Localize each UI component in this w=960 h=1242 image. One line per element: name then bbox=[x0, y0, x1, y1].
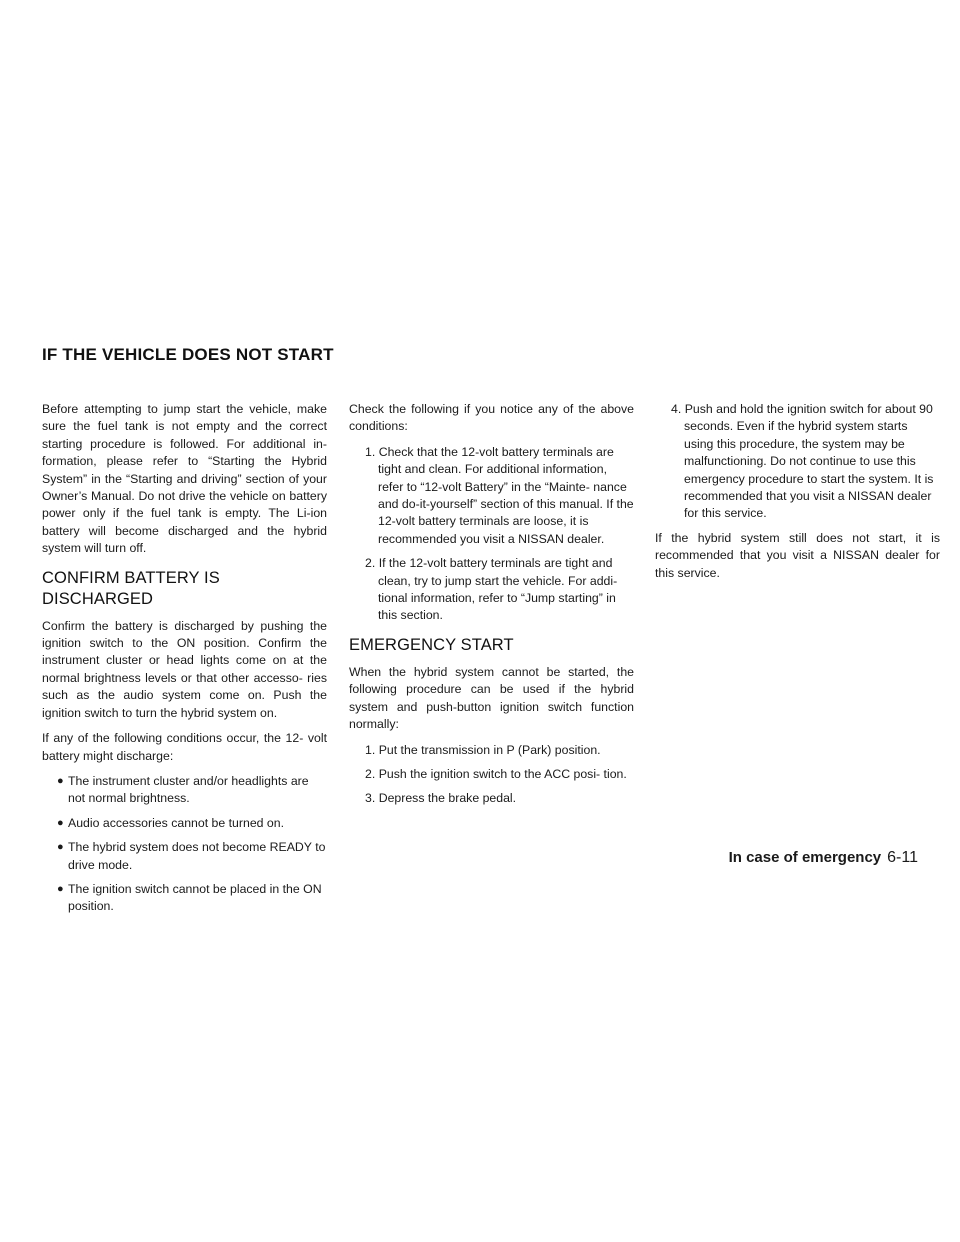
conditions-intro: If any of the following conditions occur, the 12- volt battery might discharge: bbox=[42, 731, 327, 763]
check-list bbox=[349, 444, 634, 625]
item-number: 1. bbox=[365, 444, 376, 459]
emergency-steps-continued bbox=[655, 401, 940, 523]
page-number: 6-11 bbox=[887, 849, 918, 866]
list-item-text: The instrument cluster and/or headlights are not normal brightness. bbox=[68, 773, 309, 806]
bullet-icon: ● bbox=[57, 816, 64, 829]
list-item bbox=[349, 444, 634, 548]
item-number: 3. bbox=[365, 791, 376, 806]
list-item-text: Put the transmission in P (Park) position. bbox=[378, 742, 601, 757]
list-item bbox=[349, 555, 634, 625]
emergency-start-heading: EMERGENCY START bbox=[349, 635, 514, 654]
list-item-text: Push and hold the ignition switch for about 90 seconds. Even if the hybrid system starts using this procedure, the system may be malfunctioning. Do not continue to use this emergency procedure to start the system. It is recommended that you visit a NISSAN dealer for this service. bbox=[684, 402, 934, 521]
intro-paragraph: Before attempting to jump start the vehicle, make sure the fuel tank is not empty and the correct starting procedure is followed. For additional in- formation, please refer to “Starting the Hybrid System” in the “Starting and driving” section of your Owner’s Manual. Do not drive the vehicle on battery power only if the fuel tank is empty. The Li-ion battery will become discharged and the hybrid system will turn off. bbox=[42, 402, 327, 556]
item-number: 2. bbox=[365, 556, 376, 571]
page-title: IF THE VEHICLE DOES NOT START bbox=[42, 345, 334, 364]
list-item bbox=[349, 790, 634, 807]
column-2 bbox=[349, 401, 634, 815]
conditions-list bbox=[42, 773, 327, 916]
confirm-heading-line1: CONFIRM BATTERY IS bbox=[42, 568, 220, 587]
list-item bbox=[42, 773, 327, 808]
emergency-intro: When the hybrid system cannot be started, the following procedure can be used if the hybrid system and push-button ignition switch function normally: bbox=[349, 664, 634, 732]
closing-paragraph: If the hybrid system still does not start, it is recommended that you visit a NISSAN dealer for this service. bbox=[655, 530, 940, 580]
footer-section-title: In case of emergency bbox=[728, 849, 882, 866]
list-item bbox=[655, 401, 940, 523]
list-item-text: Depress the brake pedal. bbox=[378, 791, 517, 806]
list-item bbox=[349, 766, 634, 783]
column-3 bbox=[655, 401, 940, 590]
list-item-text: Audio accessories cannot be turned on. bbox=[68, 815, 285, 830]
confirm-battery-heading bbox=[42, 568, 327, 610]
bullet-icon: ● bbox=[57, 882, 64, 895]
check-intro: Check the following if you notice any of the above conditions: bbox=[349, 402, 634, 434]
item-number: 2. bbox=[365, 766, 376, 781]
column-1 bbox=[42, 401, 327, 923]
item-number: 1. bbox=[365, 742, 376, 757]
list-item bbox=[349, 742, 634, 759]
item-number: 4. bbox=[671, 402, 682, 416]
list-item-text: Push the ignition switch to the ACC posi- tion. bbox=[378, 766, 627, 781]
bullet-icon: ● bbox=[57, 774, 64, 787]
list-item-text: If the 12-volt battery terminals are tight and clean, try to jump start the vehicle. For addi- tional information, refer to “Jump starting” in this section. bbox=[378, 556, 618, 623]
list-item bbox=[42, 815, 327, 832]
bullet-icon: ● bbox=[57, 841, 64, 854]
list-item-text: The hybrid system does not become READY to drive mode. bbox=[68, 840, 326, 872]
list-item bbox=[42, 839, 327, 874]
list-item bbox=[42, 881, 327, 916]
page-footer bbox=[729, 849, 918, 867]
confirm-paragraph: Confirm the battery is discharged by pushing the ignition switch to the ON position. Confirm the instrument cluster or head lights come on at the normal brightness levels or that other accesso- ries such as the audio system come on. Push the ignition switch to turn the hybrid system on. bbox=[42, 618, 327, 720]
list-item-text: The ignition switch cannot be placed in the ON position. bbox=[68, 881, 322, 914]
emergency-steps bbox=[349, 742, 634, 808]
list-item-text: Check that the 12-volt battery terminals are tight and clean. For additional information, refer to “12-volt Battery” in the “Mainte- nance and do-it-yourself” section of this manual. If the 12-volt battery terminals are loose, it is recommended you visit a NISSAN dealer. bbox=[378, 444, 634, 546]
confirm-heading-line2: DISCHARGED bbox=[42, 589, 154, 608]
